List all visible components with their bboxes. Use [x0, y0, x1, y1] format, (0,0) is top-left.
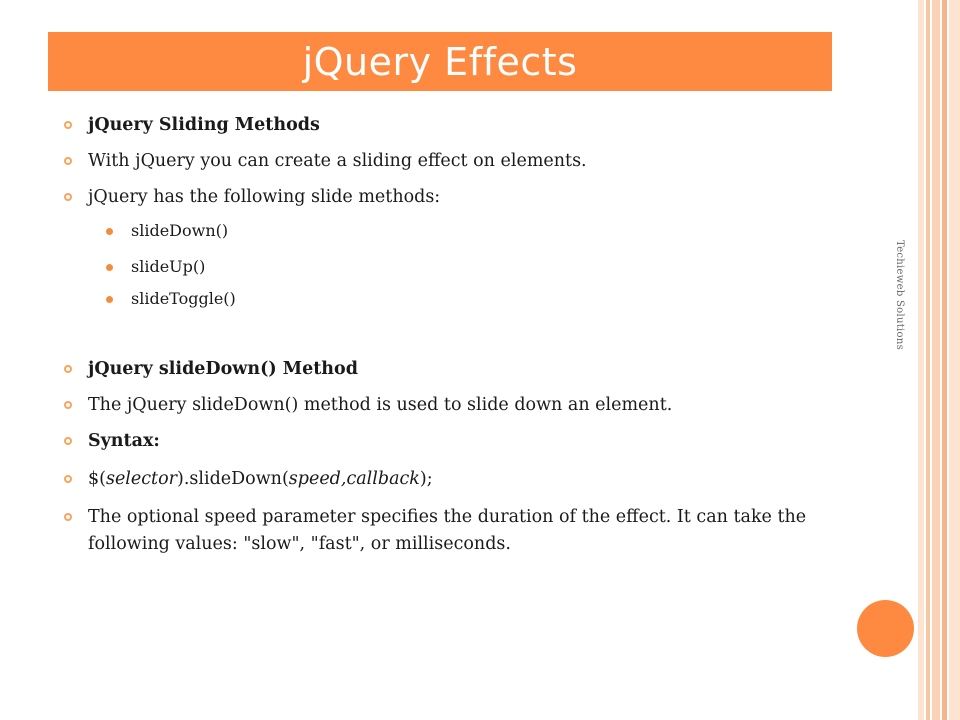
circle-bullet-icon — [64, 365, 72, 373]
syntax-code — [88, 466, 848, 493]
circle-bullet-icon — [64, 437, 72, 445]
circle-bullet-icon — [64, 121, 72, 129]
decor-circle — [857, 600, 914, 657]
decor-stripe-5 — [949, 0, 960, 720]
side-label: Techieweb Solutions — [894, 240, 905, 351]
dot-bullet-icon — [106, 228, 113, 235]
circle-bullet-icon — [64, 475, 72, 483]
bullet-text: The optional speed parameter specifies the duration of the effect. It can take the following values: "slow", "fast", or milliseconds. — [88, 507, 807, 554]
sub-bullet-text: slideUp() — [131, 257, 206, 276]
syntax-params: speed,callback — [288, 469, 420, 489]
circle-bullet-icon — [64, 157, 72, 165]
decor-stripe-2 — [926, 0, 930, 720]
side-label-container — [892, 240, 912, 410]
sub-bullet-text: slideDown() — [131, 221, 229, 240]
slide-title: jQuery Effects — [302, 39, 578, 84]
circle-bullet-icon — [64, 513, 72, 521]
sub-bullet-text: slideToggle() — [131, 289, 236, 308]
decor-stripe-1 — [918, 0, 924, 720]
decor-stripe-3 — [932, 0, 940, 720]
decor-stripe-4 — [942, 0, 947, 720]
bullet-text: jQuery slideDown() Method — [88, 359, 358, 379]
syntax-middle: ).slideDown( — [177, 469, 289, 489]
dot-bullet-icon — [106, 264, 113, 271]
bullet-text: Syntax: — [88, 431, 160, 451]
bullet-text: With jQuery you can create a sliding effect on elements. — [88, 151, 587, 171]
circle-bullet-icon — [64, 193, 72, 201]
circle-bullet-icon — [64, 401, 72, 409]
title-bar — [48, 32, 832, 91]
bullet-text: jQuery has the following slide methods: — [88, 187, 441, 207]
syntax-suffix: ); — [419, 469, 433, 489]
bullet-text: The jQuery slideDown() method is used to slide down an element. — [88, 395, 673, 415]
syntax-selector: selector — [105, 469, 177, 489]
dot-bullet-icon — [106, 296, 113, 303]
bullet-text: jQuery Sliding Methods — [88, 115, 320, 135]
syntax-prefix: $( — [88, 469, 106, 489]
